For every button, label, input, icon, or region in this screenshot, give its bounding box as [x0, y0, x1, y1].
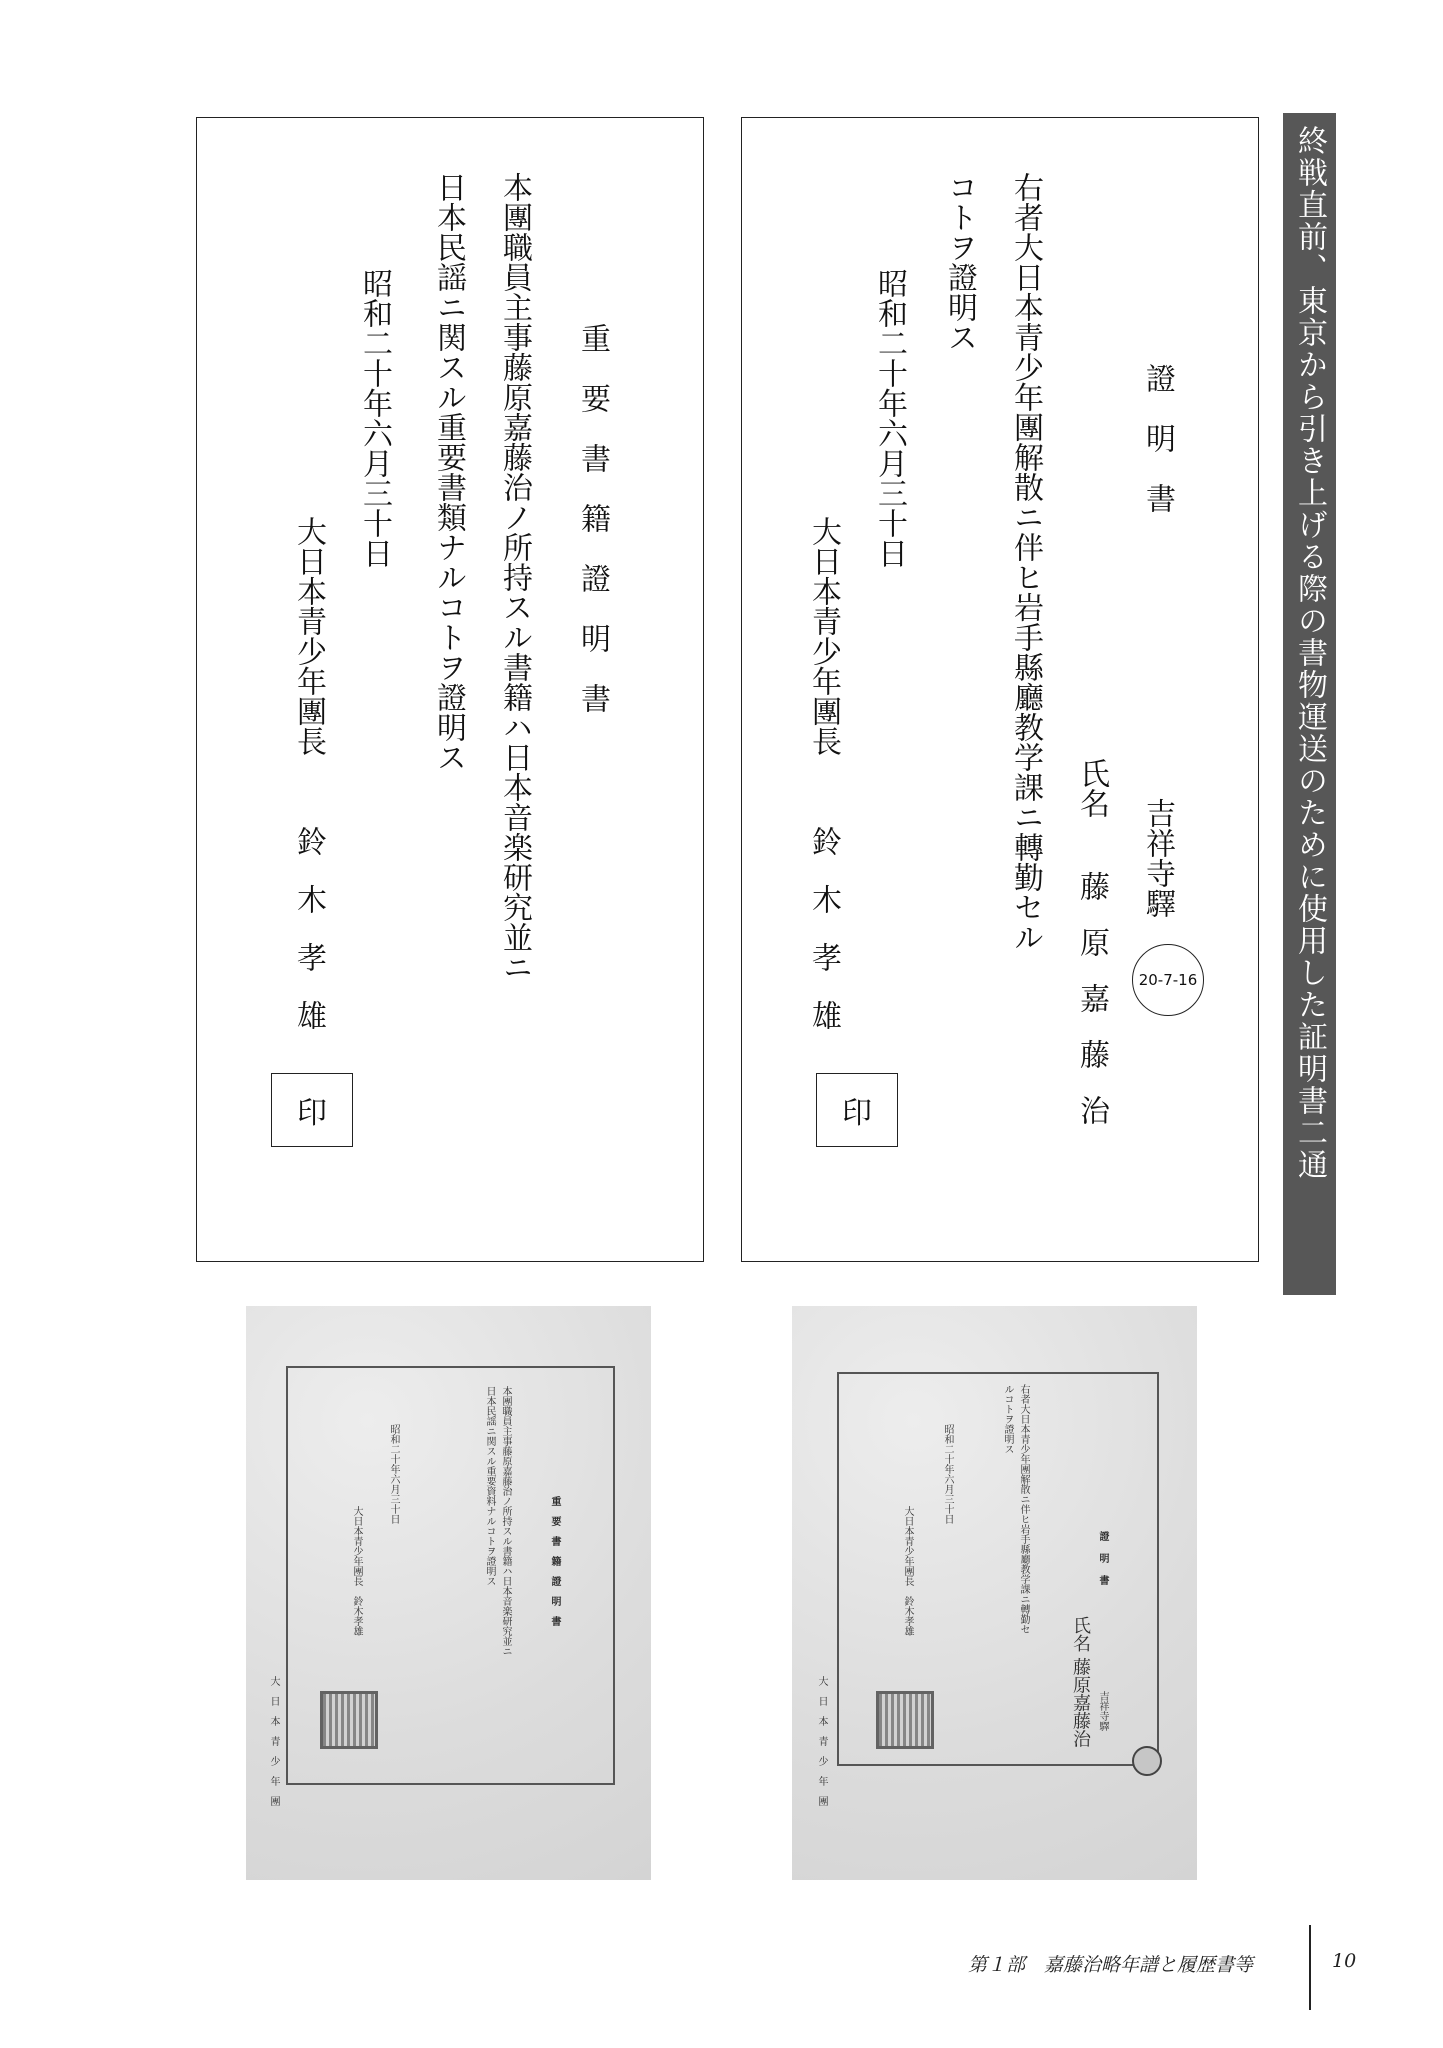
left-cert-title: 重要書籍證明書 — [575, 323, 610, 743]
left-cert-seal-box — [271, 1073, 353, 1147]
photo-right-date-stamp — [1132, 1746, 1162, 1776]
right-cert-seal: 印 — [842, 1096, 872, 1131]
right-cert-date: 昭和二十年六月三十日 — [872, 268, 907, 568]
footer-section-title: 第１部 嘉藤治略年譜と履歴書等 — [968, 1954, 1254, 1976]
photo-left-date: 昭和二十年六月三十日 — [388, 1424, 399, 1524]
photo-right-body-line2: ルコトヲ證明ス — [1002, 1384, 1013, 1454]
left-cert-date: 昭和二十年六月三十日 — [357, 268, 392, 568]
photo-right-body-line1: 右者大日本青少年團解散ニ伴ヒ岩手縣廳教学課ニ轉勤セ — [1018, 1384, 1029, 1634]
right-certificate-transcription — [741, 117, 1259, 1262]
date-stamp-text: 20-7-16 — [1138, 971, 1198, 989]
left-cert-seal: 印 — [297, 1096, 327, 1131]
left-certificate-transcription — [196, 117, 704, 1262]
photo-right-station: 吉祥寺驛 — [1097, 1691, 1108, 1731]
right-cert-body-line1: 右者大日本青少年團解散ニ伴ヒ岩手縣廳教学課ニ轉勤セル — [1008, 172, 1043, 952]
footer-divider — [1309, 1925, 1311, 2010]
photo-left-title: 重要書籍證明書 — [549, 1496, 560, 1636]
photo-right-margin-text: 大日本青少年團 — [816, 1676, 827, 1816]
right-cert-name: 藤原嘉藤治 — [1074, 871, 1109, 1151]
photo-right-issuer: 大日本青少年團長 鈴木孝雄 — [902, 1506, 913, 1636]
photo-right-seal-stamp — [876, 1691, 934, 1749]
left-certificate-photo — [246, 1306, 651, 1880]
right-cert-issuer: 大日本青少年團長 — [806, 516, 841, 756]
side-title: 終戦直前、東京から引き上げる際の書物運送のために使用した証明書二通 — [1292, 125, 1327, 1181]
left-cert-body-line2: 日本民謡ニ関スル重要書類ナルコトヲ證明ス — [431, 172, 466, 772]
right-cert-seal-box — [816, 1073, 898, 1147]
date-stamp-circle — [1132, 944, 1204, 1016]
left-cert-issuer: 大日本青少年團長 — [291, 516, 326, 756]
right-cert-station: 吉祥寺驛 — [1140, 798, 1175, 918]
photo-left-body-line2: 日本民謡ニ関スル重要資料ナルコトヲ證明ス — [484, 1386, 495, 1586]
page-number: 10 — [1332, 1950, 1357, 1972]
photo-right-name: 氏名 藤原嘉藤治 — [1070, 1616, 1091, 1748]
photo-right-date: 昭和二十年六月三十日 — [942, 1424, 953, 1524]
right-cert-issuer-name: 鈴木孝雄 — [806, 826, 841, 1058]
left-cert-body-line1: 本團職員主事藤原嘉藤治ノ所持スル書籍ハ日本音楽研究並ニ — [497, 172, 532, 982]
left-cert-issuer-name: 鈴木孝雄 — [291, 826, 326, 1058]
photo-left-seal-stamp — [320, 1691, 378, 1749]
right-certificate-photo — [792, 1306, 1197, 1880]
right-cert-body-line2: コトヲ證明ス — [942, 172, 977, 352]
photo-left-margin-text: 大日本青少年團 — [268, 1676, 279, 1816]
photo-left-body-line1: 本團職員主事藤原嘉藤治ノ所持スル書籍ハ日本音楽研究並ニ — [500, 1386, 511, 1656]
right-cert-name-label: 氏名 — [1074, 758, 1109, 818]
side-title-bar — [1283, 113, 1336, 1295]
right-cert-title: 證明書 — [1140, 363, 1175, 543]
photo-right-title: 證明書 — [1097, 1531, 1108, 1597]
photo-left-issuer: 大日本青少年團長 鈴木孝雄 — [351, 1506, 362, 1636]
